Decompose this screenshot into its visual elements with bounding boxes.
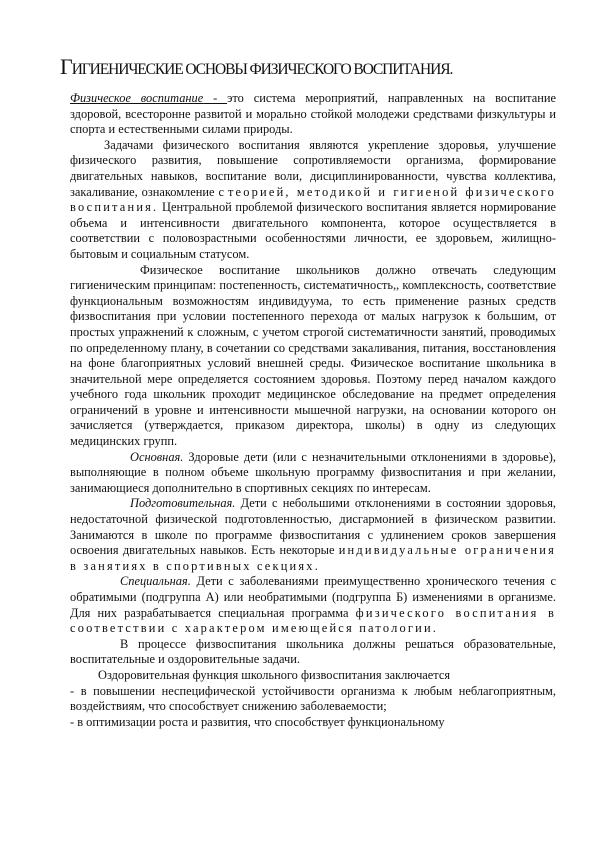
principles-paragraph — [70, 263, 556, 450]
list-item-text: - в оптимизации роста и развития, что способствует функциональному — [70, 714, 445, 729]
group-special-label: Специальная. — [120, 574, 191, 589]
definition-paragraph — [70, 91, 556, 138]
principles-text: Физическое воспитание школьников должно отвечать следующим гигиеническим принципам: постепенность, систематичность,, комплексность, соответствие функциональным возможностям индивидуума, то есть применение разных средств физвоспитания при условии постепенного перехода от малых нагрузок к большим, от простых упражнений к сложным, с учетом строгой систематичности занятий, проводимых по определенному плану, в сочетании со средствами закаливания, питания, восстановления на фоне благоприятных условий внешней среды. Физическое воспитание школьника в значительной мере определяется состоянием здоровья. Поэтому перед началом каждого учебного года школьник проходит медицинское обследование на предмет определения ограничений в уровне и интенсивности мышечной нагрузки, на основании которого он зачисляется (утверждается, приказом директора, школы) в одну из следующих медицинских групп. — [70, 262, 556, 449]
list-item-text: - в повышении неспецифической устойчивости организма к любым неблагоприятным, воздействиям, что способствует снижению заболеваемости; — [70, 683, 556, 714]
group-basic-label: Основная. — [130, 449, 184, 464]
group-special-text: Дети с заболеваниями преимущественно хронического течения с обратимыми (подгруппа А) или необратимыми (подгруппа Б) изменениями в организме. Для них разрабатывается специальная программа — [70, 574, 556, 620]
list-item — [70, 684, 556, 715]
document-body — [70, 91, 556, 730]
tasks-paragraph — [70, 138, 556, 263]
group-preparatory-spaced-text: индивидуальные ограничения в занятиях в спортивных секциях. — [70, 543, 556, 573]
group-special-spaced-text: физического воспитания в соответствии с характером имеющейся патологии. — [70, 605, 556, 636]
tasks-summary-paragraph — [70, 637, 556, 668]
tasks-spaced-text: теорией, методикой и гигиеной физического воспитания. — [70, 184, 556, 215]
title-text: ИГИЕНИЧЕСКИЕ ОСНОВЫ ФИЗИЧЕСКОГО ВОСПИТАНИЯ. — [71, 61, 453, 78]
group-special-paragraph — [70, 574, 556, 636]
tasks-tail-text: Центральной проблемой физического воспитания является нормирование объема и интенсивности двигательного компонента, которое осуществляется в соответствии с половозрастными особенностями личности, ее здоровьем, жилищно-бытовым и социальным статусом. — [70, 200, 556, 261]
definition-text: это система мероприятий, направленных на воспитание здоровой, всесторонне развитой и морально стойкой молодежи средствами физкультуры и спорта и естественными силами природы. — [70, 91, 556, 137]
definition-dash: - — [203, 91, 228, 105]
group-preparatory-paragraph — [70, 496, 556, 574]
definition-term: Физическое воспитание — [70, 91, 204, 105]
group-preparatory-text: Дети с небольшими отклонениями в состоянии здоровья, недостаточной физической подготовленностью, дисгармонией в физическом развитии. Занимаются в школе по программе физвоспитания с удлинением сроков завершения освоения двигательных навыков. Есть некоторые — [70, 496, 556, 558]
list-item — [70, 715, 556, 731]
health-function-paragraph — [70, 668, 556, 684]
group-preparatory-label: Подготовительная. — [130, 496, 236, 511]
tasks-summary-text: В процессе физвоспитания школьника должны решаться образовательные, воспитательные и оздоровительные задачи. — [70, 636, 556, 667]
page-title — [60, 54, 560, 80]
title-initial: Г — [60, 54, 72, 79]
group-basic-paragraph — [70, 450, 556, 497]
group-basic-text: Здоровые дети (или с незначительными отклонениями в здоровье), выполняющие в полном объеме школьную программу физвоспитания и при желании, занимающиеся дополнительно в спортивных секциях по интересам. — [70, 449, 556, 495]
tasks-text: Задачами физического воспитания являются укрепление здоровья, улучшение физического развития, повышение сопротивляемости организма, формирование двигательных навыков, воспитание воли, дисциплинированности, чувства коллектива, закаливание, ознакомление с — [70, 137, 556, 199]
health-function-text: Оздоровительная функция школьного физвоспитания заключается — [98, 667, 451, 682]
